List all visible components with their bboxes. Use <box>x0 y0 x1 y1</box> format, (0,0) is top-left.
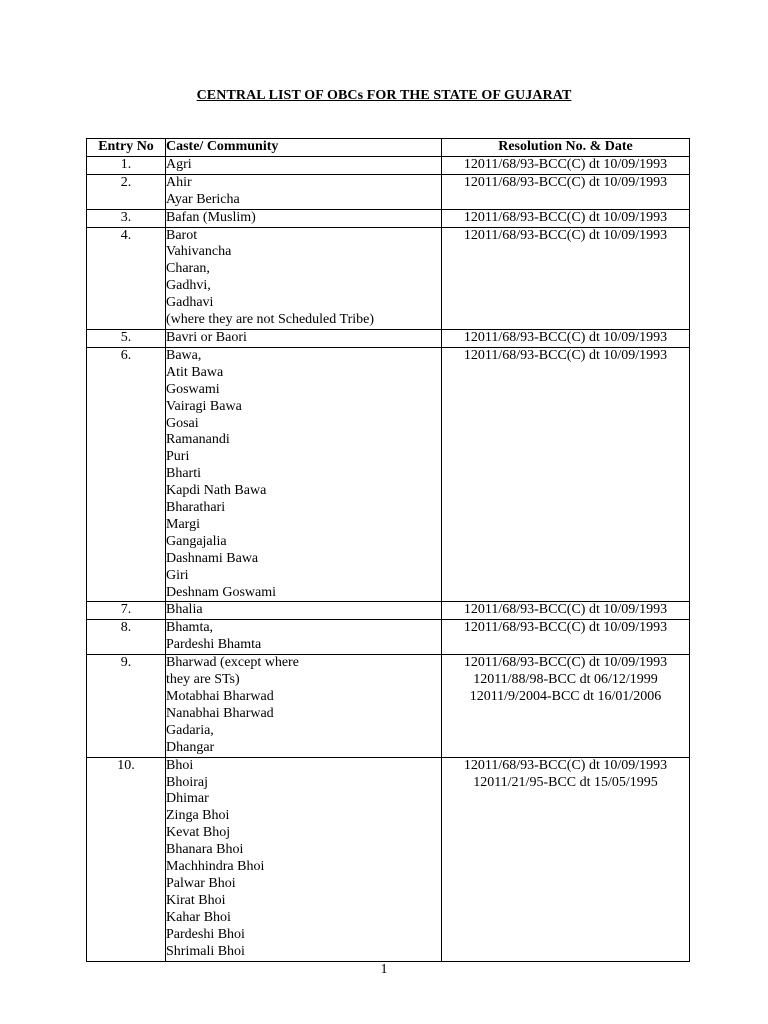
resolution-cell <box>442 174 690 209</box>
resolution-number-date: 12011/68/93-BCC(C) dt 10/09/1993 <box>463 329 668 345</box>
header-caste-community: Caste/ Community <box>166 139 442 157</box>
caste-name: Vahivancha <box>166 244 232 260</box>
caste-name: Vairagi Bawa <box>166 398 242 414</box>
caste-name: Shrimali Bhoi <box>166 943 245 959</box>
caste-name: Margi <box>166 516 200 532</box>
resolution-number-date: 12011/68/93-BCC(C) dt 10/09/1993 <box>463 347 668 363</box>
resolution-number-date: 12011/68/93-BCC(C) dt 10/09/1993 <box>463 757 668 773</box>
caste-name: Kapdi Nath Bawa <box>166 483 267 499</box>
caste-name: they are STs) <box>166 672 240 688</box>
caste-name: Charan, <box>166 261 210 277</box>
resolution-number-date: 12011/21/95-BCC dt 15/05/1995 <box>473 774 658 790</box>
entry-number: 5. <box>87 329 166 347</box>
caste-community-cell <box>166 227 442 329</box>
table-row <box>87 655 690 757</box>
caste-name: Ramanandi <box>166 432 230 448</box>
caste-name: Kahar Bhoi <box>166 909 231 925</box>
resolution-cell <box>442 655 690 757</box>
caste-name: Gadhvi, <box>166 278 211 294</box>
table-row <box>87 329 690 347</box>
caste-name: Palwar Bhoi <box>166 875 236 891</box>
entry-number: 2. <box>87 174 166 209</box>
entry-number: 8. <box>87 620 166 655</box>
entry-number: 1. <box>87 156 166 174</box>
entry-number: 4. <box>87 227 166 329</box>
caste-name: Gangajalia <box>166 533 227 549</box>
table-row <box>87 209 690 227</box>
table-row <box>87 174 690 209</box>
resolution-number-date: 12011/9/2004-BCC dt 16/01/2006 <box>469 689 662 704</box>
entry-number: 6. <box>87 347 166 602</box>
caste-name: Puri <box>166 449 190 465</box>
caste-name: Gosai <box>166 415 199 431</box>
document-title: CENTRAL LIST OF OBCs FOR THE STATE OF GUJARAT <box>196 88 572 103</box>
caste-name: Kirat Bhoi <box>166 892 226 908</box>
caste-name: (where they are not Scheduled Tribe) <box>166 312 374 328</box>
caste-name: Bharti <box>166 466 201 482</box>
caste-name: Gadaria, <box>166 722 214 738</box>
table-row <box>87 227 690 329</box>
resolution-number-date: 12011/68/93-BCC(C) dt 10/09/1993 <box>463 174 668 190</box>
table-row <box>87 602 690 620</box>
resolution-number-date: 12011/68/93-BCC(C) dt 10/09/1993 <box>463 655 668 671</box>
caste-community-cell <box>166 655 442 757</box>
resolution-cell <box>442 156 690 174</box>
table-row <box>87 156 690 174</box>
caste-name: Atit Bawa <box>166 364 224 380</box>
caste-name: Pardeshi Bhamta <box>166 637 262 653</box>
caste-name: Bharathari <box>166 500 226 516</box>
caste-name: Deshnam Goswami <box>166 584 277 600</box>
caste-name: Dhangar <box>166 739 215 755</box>
caste-community-cell <box>166 156 442 174</box>
caste-name: Goswami <box>166 381 220 397</box>
header-resolution: Resolution No. & Date <box>442 139 690 157</box>
resolution-cell <box>442 602 690 620</box>
caste-name: Bhoiraj <box>166 774 208 790</box>
resolution-cell <box>442 347 690 602</box>
caste-name: Agri <box>166 156 192 172</box>
resolution-number-date: 12011/88/98-BCC dt 06/12/1999 <box>473 672 658 688</box>
resolution-number-date: 12011/68/93-BCC(C) dt 10/09/1993 <box>463 602 668 618</box>
resolution-cell <box>442 209 690 227</box>
caste-community-cell <box>166 347 442 602</box>
resolution-cell <box>442 329 690 347</box>
caste-name: Dhimar <box>166 791 209 807</box>
caste-name: Bafan (Muslim) <box>166 209 256 225</box>
caste-name: Machhindra Bhoi <box>166 859 265 875</box>
entry-number: 9. <box>87 655 166 757</box>
header-entry-no: Entry No <box>87 139 166 157</box>
caste-name: Pardeshi Bhoi <box>166 926 245 942</box>
resolution-number-date: 12011/68/93-BCC(C) dt 10/09/1993 <box>463 227 668 243</box>
entry-number: 3. <box>87 209 166 227</box>
table-header-row <box>87 139 690 157</box>
caste-name: Kevat Bhoj <box>166 825 231 841</box>
caste-name: Bawa, <box>166 347 202 363</box>
caste-name: Ahir <box>166 174 192 190</box>
caste-community-cell <box>166 757 442 961</box>
caste-name: Zinga Bhoi <box>166 808 230 824</box>
caste-name: Bhanara Bhoi <box>166 842 244 858</box>
caste-name: Bharwad (except where <box>166 655 299 671</box>
resolution-number-date: 12011/68/93-BCC(C) dt 10/09/1993 <box>463 209 668 225</box>
caste-community-cell <box>166 174 442 209</box>
caste-community-cell <box>166 620 442 655</box>
resolution-number-date: 12011/68/93-BCC(C) dt 10/09/1993 <box>463 620 668 636</box>
table-body <box>87 156 690 961</box>
obc-table <box>86 138 690 962</box>
resolution-cell <box>442 227 690 329</box>
caste-name: Bhoi <box>166 757 194 773</box>
caste-community-cell <box>166 329 442 347</box>
table-row <box>87 347 690 602</box>
table-row <box>87 620 690 655</box>
resolution-number-date: 12011/68/93-BCC(C) dt 10/09/1993 <box>463 156 668 172</box>
entry-number: 10. <box>87 757 166 961</box>
caste-name: Bavri or Baori <box>166 329 247 345</box>
caste-name: Ayar Bericha <box>166 191 240 207</box>
caste-name: Gadhavi <box>166 295 214 311</box>
caste-name: Dashnami Bawa <box>166 550 259 566</box>
caste-name: Motabhai Bharwad <box>166 689 274 704</box>
caste-name: Barot <box>166 227 198 243</box>
caste-community-cell <box>166 602 442 620</box>
caste-name: Bhamta, <box>166 620 214 636</box>
resolution-cell <box>442 620 690 655</box>
caste-name: Giri <box>166 567 189 583</box>
resolution-cell <box>442 757 690 961</box>
caste-name: Bhalia <box>166 602 203 618</box>
entry-number: 7. <box>87 602 166 620</box>
caste-community-cell <box>166 209 442 227</box>
page-number: 1 <box>380 962 388 977</box>
table-row <box>87 757 690 961</box>
caste-name: Nanabhai Bharwad <box>166 705 274 721</box>
